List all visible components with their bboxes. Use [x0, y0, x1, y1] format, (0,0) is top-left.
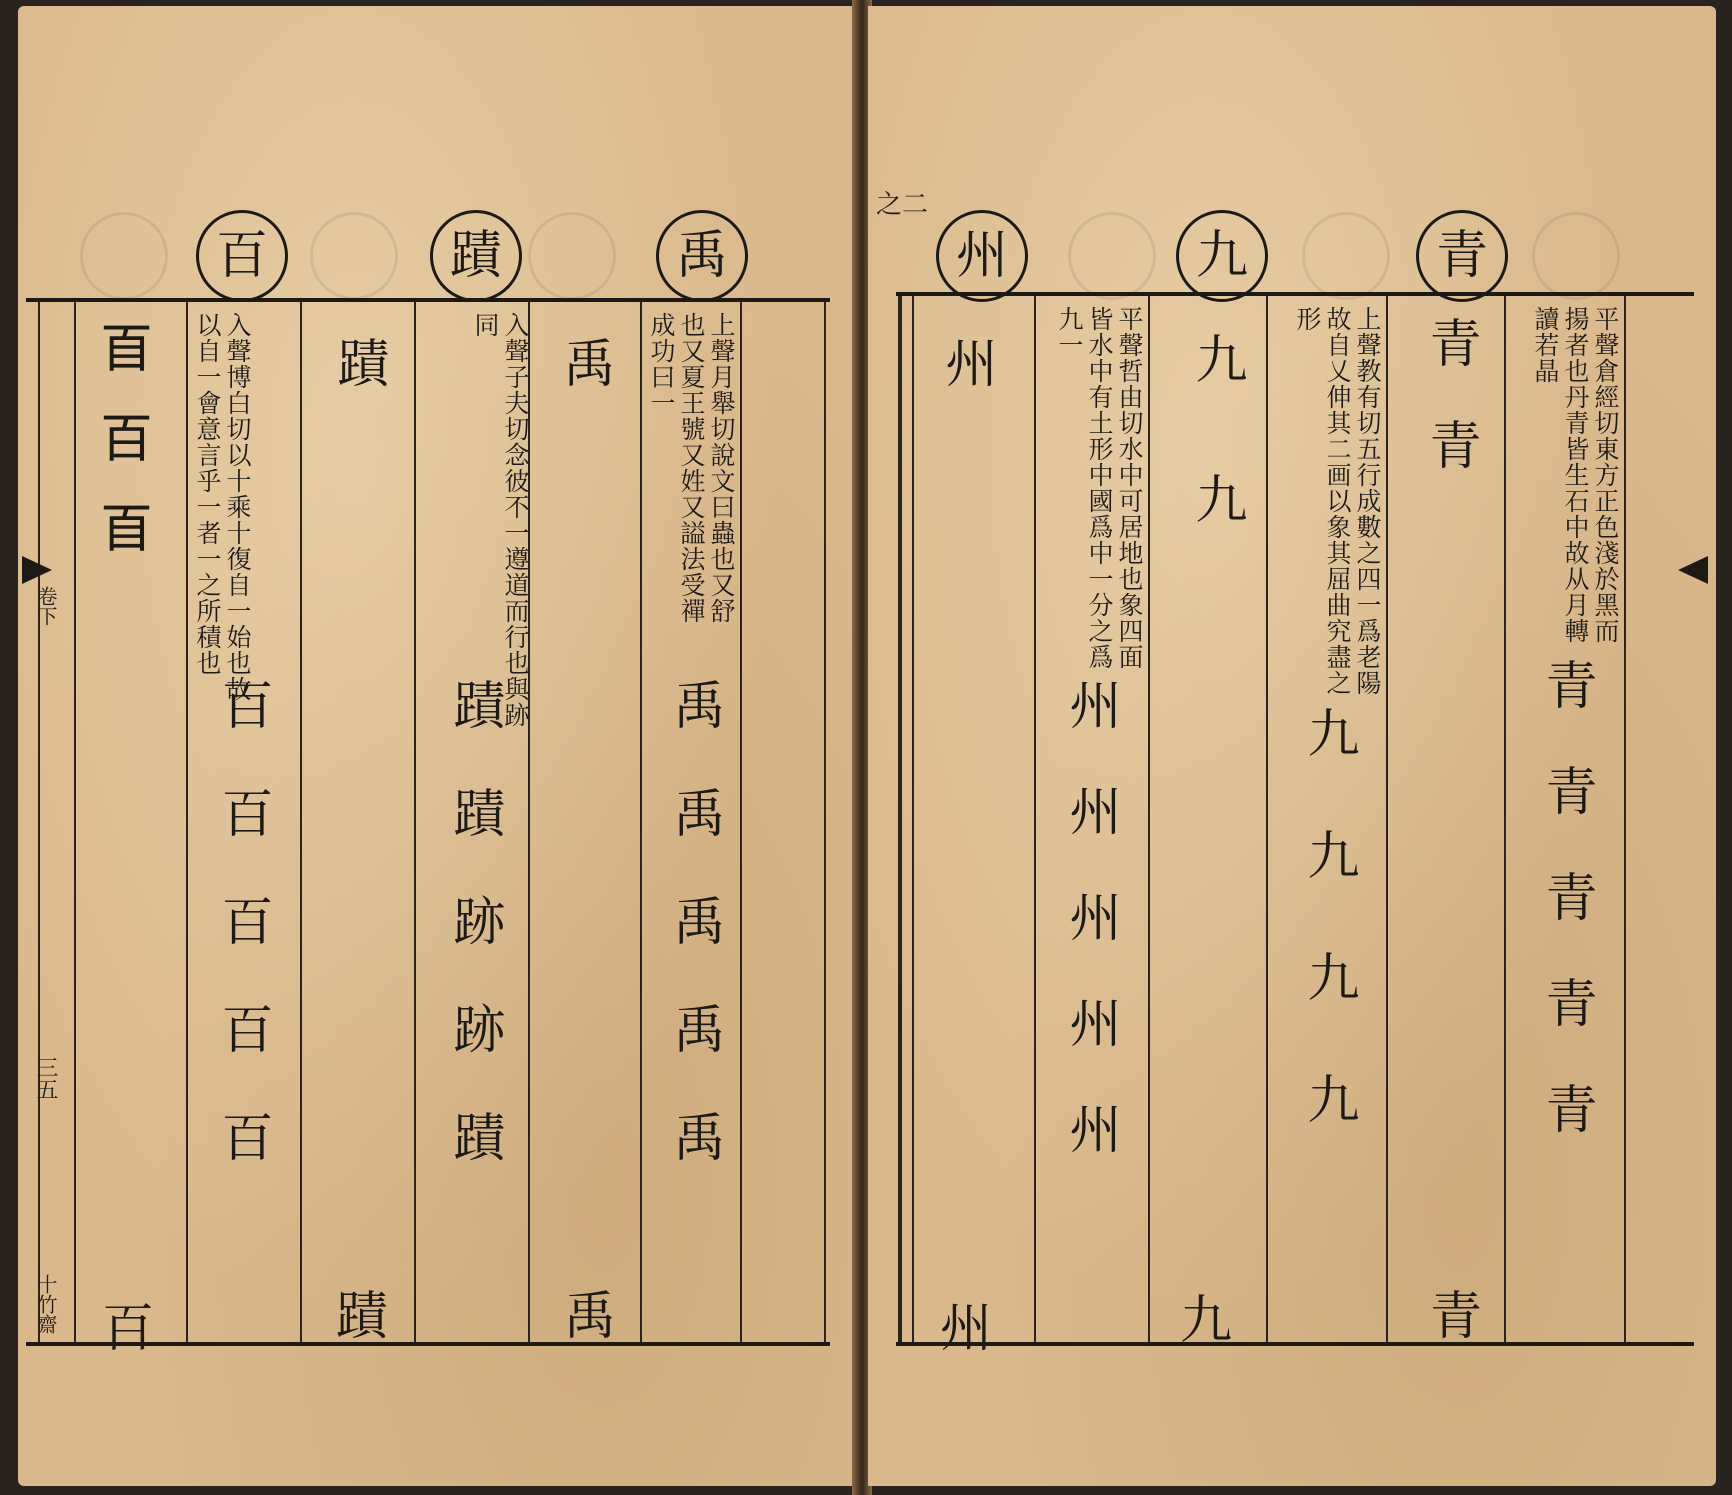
column-rule — [300, 302, 302, 1342]
gloss-column: 上聲月舉切說文曰蟲也又舒也又夏王號又姓又謚法受禪成功曰一 — [647, 312, 736, 624]
seal-column: 州 — [936, 336, 996, 418]
seal-column: 禹禹禹禹禹 — [664, 678, 724, 1218]
seal-column: 𦣻百𦣻 — [94, 324, 154, 594]
column-rule — [1386, 296, 1388, 1342]
gloss-column: 入聲博白切以十乘十復自一始也故以自一會意言乎一者一之所積也 — [193, 312, 252, 702]
right-page — [868, 6, 1716, 1486]
seal-column: 九 — [1186, 332, 1246, 414]
column-rule — [740, 302, 742, 1342]
bottom-seal: 蹟 — [336, 1287, 389, 1347]
seal-column: 青青青青青 — [1536, 658, 1596, 1188]
gloss-column: 平聲倉經切東方正色淺於黑而揚者也丹青皆生石中故从月轉讀若晶 — [1531, 306, 1620, 644]
ghost-circle — [80, 212, 168, 300]
column-rule — [1624, 296, 1626, 1342]
seal-column: 青青 — [1420, 316, 1480, 520]
gloss-column: 入聲子夫切念彼不一遵道而行也與跡同 — [471, 312, 530, 728]
headword-bai: 百 — [196, 210, 288, 302]
ghost-circle — [310, 212, 398, 300]
bottom-seal: 青 — [1430, 1287, 1483, 1347]
seal-column: 州州州州州 — [1060, 678, 1120, 1208]
gloss-column: 上聲教有切五行成數之四一爲老陽故自乂伸其二画以象其屈曲究盡之形 — [1293, 306, 1382, 696]
ghost-circle — [1302, 212, 1390, 300]
column-rule — [1148, 296, 1150, 1342]
column-rule — [1034, 296, 1036, 1342]
corner-mark: 之二 — [876, 190, 929, 220]
seal-column: 蹟蹟跡跡蹟 — [444, 678, 504, 1218]
bottom-seal: 百 — [102, 1299, 155, 1359]
gloss-column: 平聲哲由切水中可居地也象四面皆水中有土形中國爲中一分之爲九一 — [1055, 306, 1144, 670]
column-rule — [1266, 296, 1268, 1342]
bottom-seal: 九 — [1180, 1291, 1233, 1351]
column-rule — [640, 302, 642, 1342]
page-number: 三五 — [33, 1056, 58, 1100]
bottom-seal: 禹 — [564, 1287, 617, 1347]
ghost-circle — [1068, 212, 1156, 300]
headword-jiu: 九 — [1176, 210, 1268, 302]
seal-column: 禹 — [554, 336, 614, 418]
ghost-circle — [1532, 212, 1620, 300]
headword-ji: 蹟 — [430, 210, 522, 302]
column-rule — [824, 302, 826, 1342]
printer-mark: 十竹齋 — [34, 1274, 58, 1334]
seal-column: 百百百百百 — [212, 678, 272, 1218]
seal-column: 九九九九 — [1298, 706, 1358, 1194]
volume-label: 卷下 — [34, 586, 58, 626]
column-rule — [74, 302, 76, 1342]
seal-column: 九 — [1186, 472, 1246, 554]
headword-qing: 青 — [1416, 210, 1508, 302]
column-rule — [38, 302, 40, 1342]
fishtail-mark — [22, 556, 52, 584]
bottom-seal: 州 — [940, 1299, 993, 1359]
column-rule — [186, 302, 188, 1342]
seal-column: 蹟 — [328, 336, 388, 418]
headword-zhou: 州 — [936, 210, 1028, 302]
headword-yu: 禹 — [656, 210, 748, 302]
column-rule — [1504, 296, 1506, 1342]
column-rule — [414, 302, 416, 1342]
column-rule — [898, 296, 902, 1342]
left-page — [18, 6, 856, 1486]
fishtail-mark — [1678, 556, 1708, 584]
column-rule — [912, 296, 914, 1342]
ghost-circle — [528, 212, 616, 300]
